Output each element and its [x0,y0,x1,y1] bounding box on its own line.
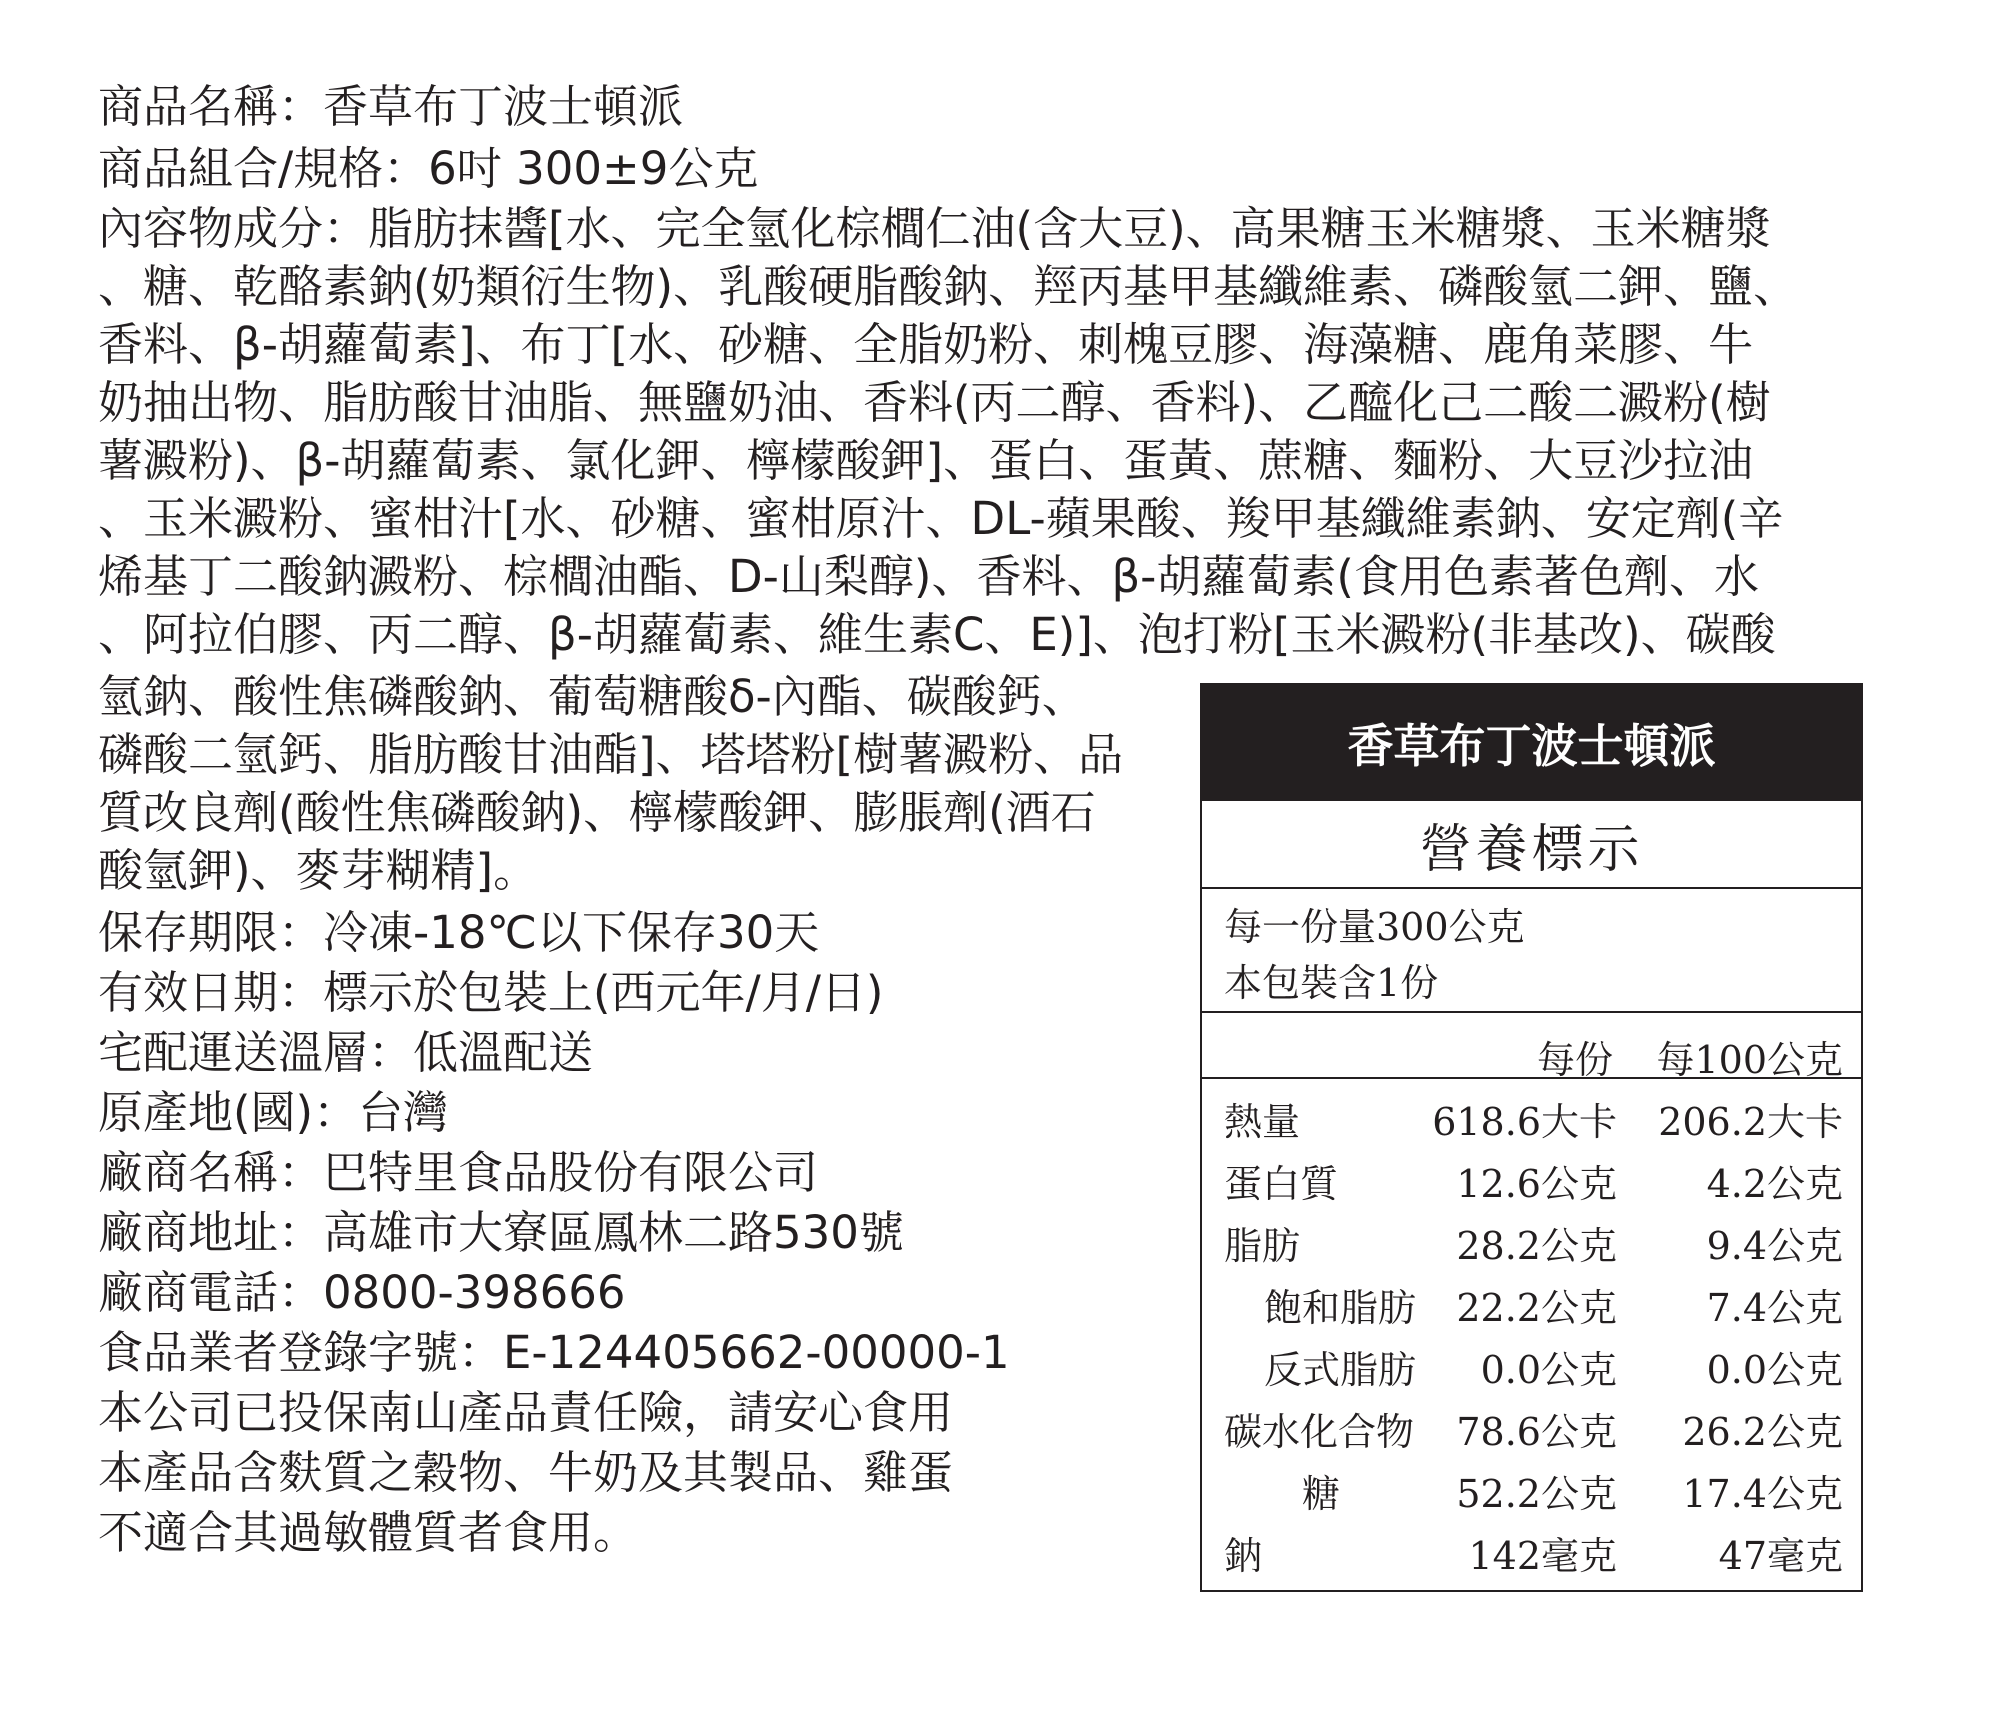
ingredients-line: 奶抽出物、脂肪酸甘油脂、無鹽奶油、香料(丙二醇、香料)、乙醯化己二酸二澱粉(樹 [98,376,1771,429]
nutrient-per-serving: 78.6公克 [1456,1410,1617,1454]
nutrient-row [1202,1153,1861,1215]
nutrient-per-100g: 4.2公克 [1706,1162,1843,1206]
ingredients-line: 烯基丁二酸鈉澱粉、棕櫚油酯、D-山梨醇)、香料、β-胡蘿蔔素(食用色素著色劑、水 [98,550,1759,603]
nutrient-per-100g: 7.4公克 [1706,1286,1843,1330]
nutrient-row [1202,1339,1861,1401]
nutrient-label: 蛋白質 [1224,1162,1339,1206]
nutrition-panel-title: 營養標示 [1202,801,1861,889]
ingredients-line: 、糖、乾酪素鈉(奶類衍生物)、乳酸硬脂酸鈉、羥丙基甲基纖維素、磷酸氫二鉀、鹽、 [98,260,1799,313]
nutrient-label: 糖 [1302,1472,1341,1516]
ingredients-line: 質改良劑(酸性焦磷酸鈉)、檸檬酸鉀、膨脹劑(酒石 [98,786,1096,839]
insurance-line: 本公司已投保南山產品責任險，請安心食用 [98,1386,954,1439]
manufacturer-name-line: 廠商名稱：巴特里食品股份有限公司 [98,1146,819,1199]
nutrient-per-100g: 206.2大卡 [1658,1100,1843,1144]
nutrient-label: 飽和脂肪 [1264,1286,1417,1330]
servings-per-package: 本包裝含1份 [1224,961,1439,1005]
nutrient-label: 反式脂肪 [1264,1348,1417,1392]
serving-size: 每一份量300公克 [1224,905,1525,949]
ingredients-line: 氫鈉、酸性焦磷酸鈉、葡萄糖酸δ-內酯、碳酸鈣、 [98,670,1087,723]
nutrient-per-100g: 47毫克 [1718,1534,1843,1578]
column-header-per-100g: 每100公克 [1656,1038,1843,1082]
delivery-temp-line: 宅配運送溫層：低溫配送 [98,1026,594,1079]
nutrient-per-serving: 22.2公克 [1456,1286,1617,1330]
manufacturer-address-line: 廠商地址：高雄市大寮區鳳林二路530號 [98,1206,904,1259]
divider [1202,1077,1861,1079]
allergen-line: 本產品含麩質之穀物、牛奶及其製品、雞蛋 [98,1446,954,1499]
nutrient-label: 熱量 [1224,1100,1301,1144]
nutrient-row [1202,1463,1861,1525]
nutrient-per-100g: 17.4公克 [1682,1472,1843,1516]
ingredients-line: 酸氫鉀)、麥芽糊精]。 [98,844,539,897]
product-spec-line: 商品組合/規格：6吋 300±9公克 [98,142,759,195]
nutrient-per-serving: 142毫克 [1468,1534,1617,1578]
column-header-per-serving: 每份 [1536,1038,1613,1082]
nutrient-label: 脂肪 [1224,1224,1301,1268]
nutrient-per-serving: 52.2公克 [1456,1472,1617,1516]
nutrient-per-100g: 26.2公克 [1682,1410,1843,1454]
nutrient-row [1202,1277,1861,1339]
ingredients-line: 內容物成分：脂肪抹醬[水、完全氫化棕櫚仁油(含大豆)、高果糖玉米糖漿、玉米糖漿 [98,202,1771,255]
nutrient-row [1202,1091,1861,1153]
allergen-warning-line: 不適合其過敏體質者食用。 [98,1506,639,1559]
nutrient-per-100g: 0.0公克 [1706,1348,1843,1392]
product-name-line: 商品名稱：香草布丁波士頓派 [98,80,684,133]
ingredients-line: 、玉米澱粉、蜜柑汁[水、砂糖、蜜柑原汁、DL-蘋果酸、羧甲基纖維素鈉、安定劑(辛 [98,492,1784,545]
nutrient-per-serving: 618.6大卡 [1432,1100,1617,1144]
manufacturer-phone-line: 廠商電話：0800-398666 [98,1266,626,1319]
nutrient-row [1202,1215,1861,1277]
nutrient-label: 碳水化合物 [1224,1410,1415,1454]
nutrient-row [1202,1401,1861,1463]
nutrient-label: 鈉 [1224,1534,1263,1578]
ingredients-line: 香料、β-胡蘿蔔素]、布丁[水、砂糖、全脂奶粉、刺槐豆膠、海藻糖、鹿角菜膠、牛 [98,318,1754,371]
expiry-date-line: 有效日期：標示於包裝上(西元年/月/日) [98,966,884,1019]
nutrient-per-100g: 9.4公克 [1706,1224,1843,1268]
nutrient-per-serving: 0.0公克 [1480,1348,1617,1392]
nutrient-row [1202,1525,1861,1587]
nutrition-panel [1200,683,1863,1592]
shelf-life-line: 保存期限：冷凍-18℃以下保存30天 [98,906,820,959]
nutrient-per-serving: 28.2公克 [1456,1224,1617,1268]
divider [1202,1011,1861,1013]
ingredients-line: 磷酸二氫鈣、脂肪酸甘油酯]、塔塔粉[樹薯澱粉、品 [98,728,1124,781]
registration-number-line: 食品業者登錄字號：E-124405662-00000-1 [98,1326,1010,1379]
nutrition-panel-header: 香草布丁波士頓派 [1202,685,1861,801]
ingredients-line: 薯澱粉)、β-胡蘿蔔素、氯化鉀、檸檬酸鉀]、蛋白、蛋黃、蔗糖、麵粉、大豆沙拉油 [98,434,1754,487]
nutrient-per-serving: 12.6公克 [1456,1162,1617,1206]
origin-line: 原產地(國)：台灣 [98,1086,449,1139]
ingredients-line: 、阿拉伯膠、丙二醇、β-胡蘿蔔素、維生素C、E)]、泡打粉[玉米澱粉(非基改)、碳酸 [98,608,1776,661]
